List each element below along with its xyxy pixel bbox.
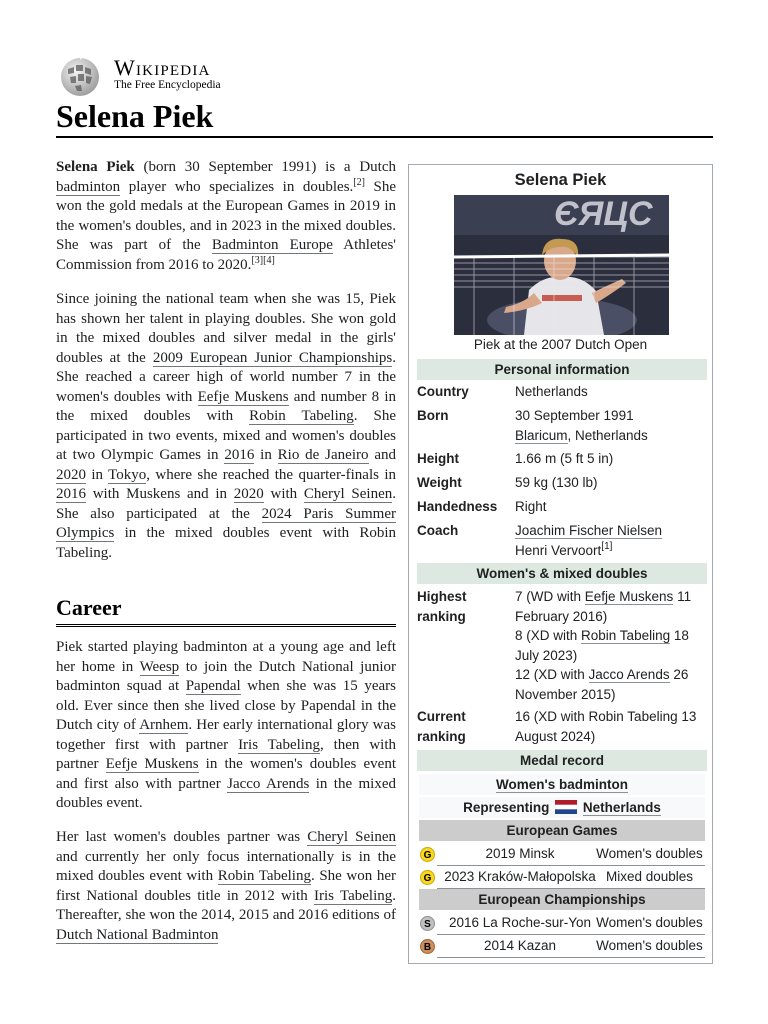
link-tokyo[interactable]: Tokyo — [108, 466, 147, 483]
gold-medal-icon: G — [420, 847, 435, 862]
country-label: Country — [417, 384, 469, 399]
subject-name: Selena Piek — [56, 159, 135, 175]
ref-3[interactable]: [3] — [251, 254, 264, 266]
tagline: The Free Encyclopedia — [114, 79, 221, 91]
link-dutch-national-badminton[interactable]: Dutch National Badminton — [56, 926, 219, 943]
link-iris-tabeling[interactable]: Iris Tabeling — [238, 736, 320, 753]
career-heading: Career — [56, 595, 122, 620]
medal-row — [419, 866, 705, 888]
link-eefje-muskens[interactable]: Eefje Muskens — [197, 388, 289, 405]
link-womens-doubles[interactable]: Women's doubles — [594, 843, 705, 866]
link-2016[interactable]: 2016 — [56, 486, 86, 502]
link-badminton[interactable]: badminton — [56, 178, 121, 195]
weight-label: Weight — [417, 475, 462, 490]
infobox-title: Selena Piek — [514, 171, 607, 189]
link-papendal[interactable]: Papendal — [185, 678, 241, 694]
personal-information-header: Personal information — [417, 359, 707, 380]
link-cheryl-seinen-2[interactable]: Cheryl Seinen — [307, 829, 396, 845]
link-joachim-fischer-nielsen[interactable]: Joachim Fischer Nielsen — [515, 523, 663, 538]
wikipedia-globe-icon — [56, 55, 104, 97]
link-2020-olympics[interactable]: 2020 — [56, 466, 86, 483]
link-2023-krakow-malopolska[interactable]: 2023 Kraków-Małopolska — [437, 866, 603, 889]
wikipedia-logo[interactable] — [56, 53, 236, 93]
career-divider — [56, 624, 396, 627]
bronze-medal-icon: B — [420, 939, 435, 954]
height-label: Height — [417, 451, 459, 466]
link-robin-tabeling-2[interactable]: Robin Tabeling — [217, 868, 311, 884]
netherlands-flag-icon — [555, 800, 577, 814]
gold-medal-icon: G — [420, 870, 435, 885]
link-womens-doubles-3[interactable]: Women's doubles — [594, 935, 705, 958]
ref-1[interactable]: [1] — [601, 540, 613, 552]
medal-row — [419, 912, 705, 934]
link-jacco-arends[interactable]: Jacco Arends — [227, 775, 310, 792]
link-iris-tabeling-2[interactable]: Iris Tabeling — [313, 887, 393, 904]
medal-record-header: Medal record — [417, 750, 707, 771]
handedness-label: Handedness — [417, 499, 498, 514]
link-arnhem[interactable]: Arnhem — [139, 717, 189, 733]
link-blaricum[interactable]: Blaricum — [515, 427, 568, 443]
link-mixed-doubles[interactable]: Mixed doubles — [594, 866, 705, 889]
link-robin-tabeling[interactable]: Robin Tabeling — [249, 408, 354, 424]
highest-ranking-label: Highest ranking — [417, 589, 467, 624]
intro-paragraph-1: Selena Piek (born 30 September 1991) is a Dutch badminton player who specializes in doubles.[2] She won the gold medals at the European Games in 2019 in the women's doubles, and in 2023 in the mixed doubles. She was part of the Badminton Europe Athletes' Commission from 2016 to 2020.[3][4] — [56, 159, 397, 273]
coach-label: Coach — [417, 523, 459, 538]
intro-paragraph-2: Since joining the national team when she was 15, Piek has shown her talent in playing doubles. She won gold in the mixed doubles and silver medal in the girls' doubles at the 2009 European Junior Championships. She reached a career high of world number 7 in the women's doubles with Eefje Muskens and number 8 in the mixed doubles with Robin Tabeling. She participated in two events, mixed and women's doubles at two Olympic Games in 2016 in Rio de Janeiro and 2020 in Tokyo, where she reached the quarter-finals in 2016 with Muskens and in 2020 with Cheryl Seinen. She also participated at the 2024 Paris Summer Olympics in the mixed doubles event with Robin Tabeling. — [56, 291, 397, 561]
current-ranking-label: Current ranking — [417, 709, 466, 744]
link-2019-minsk[interactable]: 2019 Minsk — [437, 843, 603, 866]
link-2009-european-junior-championships[interactable]: 2009 European Junior Championships — [152, 349, 393, 366]
born-date: 30 September 1991 — [515, 408, 634, 423]
link-cheryl-seinen[interactable]: Cheryl Seinen — [303, 486, 393, 502]
current-ranking-value: 16 (XD with Robin Tabeling 13 August 2024) — [515, 709, 697, 744]
silver-medal-icon: S — [420, 916, 435, 931]
country-value: Netherlands — [515, 384, 588, 399]
wordmark: Wikipedia — [114, 55, 211, 80]
career-paragraph-1: Piek started playing badminton at a young age and left her home in Weesp to join the Dutch National junior badminton squad at Papendal when she was 15 years old. Ever since then she lived close by Papendal in the Dutch city of Arnhem. Her early international glory was together first with partner Iris Tabeling, then with partner Eefje Muskens in the women's doubles event and first also with partner Jacco Arends in the mixed doubles event. — [56, 639, 397, 811]
link-2024-paris-olympics[interactable]: 2024 Paris Summer Olympics — [56, 505, 396, 541]
link-netherlands[interactable]: Netherlands — [582, 800, 661, 815]
link-2020[interactable]: 2020 — [233, 486, 264, 502]
doubles-header: Women's & mixed doubles — [417, 563, 707, 584]
medal-row — [419, 843, 705, 865]
link-2016-olympics[interactable]: 2016 — [224, 447, 255, 463]
link-womens-badminton[interactable]: Women's badminton — [496, 777, 628, 792]
photo-caption: Piek at the 2007 Dutch Open — [473, 337, 648, 352]
medal-section-european-championships: European Championships — [419, 889, 705, 910]
height-value: 1.66 m (5 ft 5 in) — [515, 451, 614, 466]
link-jacco-arends-infobox[interactable]: Jacco Arends — [588, 667, 670, 682]
ref-4[interactable]: [4] — [263, 254, 275, 266]
born-label: Born — [417, 408, 449, 423]
career-paragraph-2: Her last women's doubles partner was Cheryl Seinen and currently her only focus internationally is in the mixed doubles event with Robin Tabeling. She won her first National doubles title in 2012 with Iris Tabeling. Thereafter, she won the 2014, 2015 and 2016 editions of Dutch National Badminton — [56, 829, 396, 943]
medal-section-european-games: European Games — [419, 820, 705, 841]
medal-row — [419, 935, 705, 957]
player-photo-image — [454, 195, 669, 335]
link-eefje-muskens-infobox[interactable]: Eefje Muskens — [584, 589, 674, 604]
infobox — [408, 164, 713, 964]
link-2014-kazan[interactable]: 2014 Kazan — [437, 935, 603, 958]
link-eefje-muskens-2[interactable]: Eefje Muskens — [105, 756, 199, 772]
link-badminton-europe[interactable]: Badminton Europe — [211, 237, 333, 253]
link-2016-la-roche-sur-yon[interactable]: 2016 La Roche-sur-Yon — [437, 912, 603, 935]
link-rio-de-janeiro[interactable]: Rio de Janeiro — [277, 447, 369, 463]
link-weesp[interactable]: Weesp — [139, 658, 180, 675]
player-photo[interactable] — [454, 195, 669, 335]
link-womens-doubles-2[interactable]: Women's doubles — [594, 912, 705, 935]
link-robin-tabeling-infobox[interactable]: Robin Tabeling — [581, 628, 671, 643]
svg-text:ЄЯЦС: ЄЯЦС — [554, 195, 653, 233]
born-value: 30 September 1991 Blaricum, Netherlands — [515, 406, 707, 445]
page-title: Selena Piek — [56, 98, 214, 134]
sport-header — [419, 774, 705, 795]
title-divider — [56, 136, 713, 138]
coach-value: Joachim Fischer Nielsen Henri Vervoort[1] — [515, 523, 663, 558]
ref-2[interactable]: [2] — [353, 176, 365, 188]
representing-row: Representing Netherlands — [419, 797, 705, 818]
highest-ranking-value: 7 (WD with Eefje Muskens 11 February 2016) 8 (XD with Robin Tabeling 18 July 2023) 12 (XD with Jacco Arends 26 November 2015) — [515, 589, 692, 702]
weight-value: 59 kg (130 lb) — [515, 475, 598, 490]
handedness-value: Right — [515, 499, 547, 514]
